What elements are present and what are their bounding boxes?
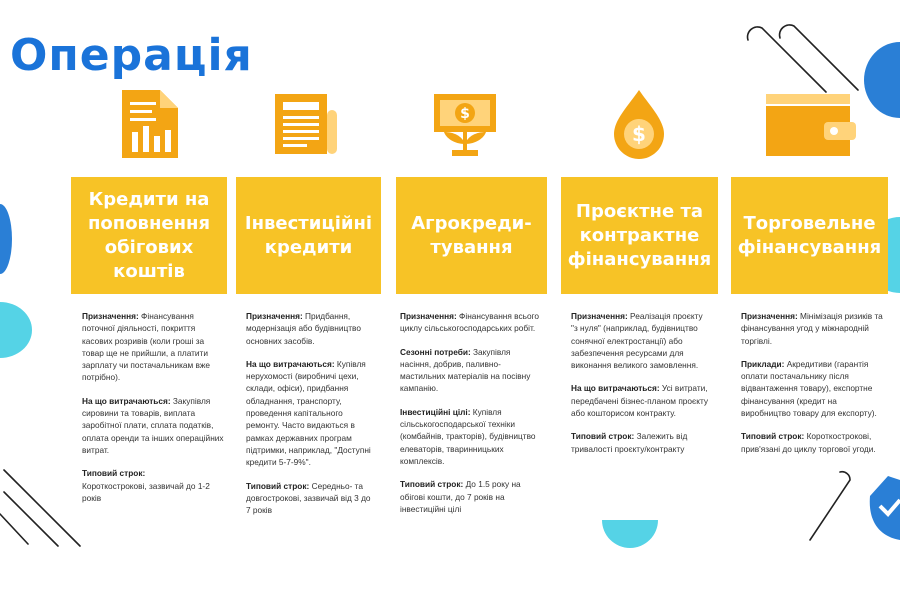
usage-paragraph: На що витрачаються: Купівля нерухомості (виробничі цехи, склади, офіси), придбання обладнання, транспорту, проведення капітального ремонту. Часто видаються в рамках державних програм підтримки, наприклад, "Доступні кредити 5-7-9%". xyxy=(246,358,371,468)
column-investment-credits-text xyxy=(246,310,372,527)
term-paragraph: Типовий строк: Короткострокові, зазвичай до 1-2 років xyxy=(82,468,210,503)
money-plant-icon xyxy=(430,88,500,160)
banner-line: контрактне xyxy=(579,224,700,246)
seasonal-paragraph: Сезонні потреби: Закупівля насіння, добрив, паливно-мастильних матеріалів на посівну кампанію. xyxy=(400,346,531,394)
usage-paragraph: На що витрачаються: Усі витрати, передбачені бізнес-планом проєкту або кошторисом контракту. xyxy=(571,383,709,419)
wallet-icon xyxy=(762,88,860,160)
investment-goals-paragraph: Інвестиційні цілі: Купівля сільськогосподарської техніки (комбайнів, тракторів), будівництво елеваторів, тваринницьких комплексів. xyxy=(400,406,536,466)
banner-line: кредити xyxy=(264,236,353,258)
term-paragraph: Типовий строк: Середньо- та довгострокові, зазвичай від 3 до 7 років xyxy=(246,480,371,516)
purpose-paragraph: Призначення: Фінансування поточної діяльності, покриття касових розривів (коли гроші за товар ще не прийшли, а платити зарплату чи постачальникам вже потрібно). xyxy=(82,311,211,383)
banner-line: Кредити на xyxy=(88,188,210,210)
purpose-paragraph: Призначення: Фінансування всього циклу сільськогосподарських робіт. xyxy=(400,311,540,334)
banner-project-financing xyxy=(561,177,718,294)
banner-trade-financing xyxy=(731,177,888,294)
svg-text:$: $ xyxy=(460,106,470,122)
term-paragraph: Типовий строк: Короткострокові, прив'язані до циклу торгової угоди. xyxy=(741,431,876,454)
deco-blue-half-circle-left-icon xyxy=(0,204,12,274)
dollar-drop-icon xyxy=(604,88,674,160)
banner-line: Агрокреди- xyxy=(411,212,532,234)
purpose-paragraph: Призначення: Мінімізація ризиків та фінансування угод у міжнародній торгівлі. xyxy=(741,311,883,346)
svg-text:$: $ xyxy=(632,122,646,146)
term-paragraph: Типовий строк: До 1.5 року на обігові кошти, до 7 років на інвестиційні цілі xyxy=(400,479,521,514)
banner-investment-credits xyxy=(236,177,381,294)
deco-cyan-half-circle-left-icon xyxy=(0,300,40,360)
banner-line: коштів xyxy=(113,260,185,282)
term-paragraph: Типовий строк: Залежить від тривалості проєкту/контракту xyxy=(571,431,688,454)
banner-line: Інвестиційні xyxy=(244,212,373,234)
deco-cyan-quarter-circle-bottom-icon xyxy=(600,520,660,560)
column-trade-financing-text xyxy=(741,310,883,466)
banner-line: тування xyxy=(430,236,513,258)
examples-paragraph: Приклади: Акредитиви (гарантія оплати постачальнику після відвантаження товару), експортне фінансування (кредит на виробництво товару для експорту). xyxy=(741,358,877,419)
banner-working-capital xyxy=(71,177,227,294)
banner-line: фінансування xyxy=(567,248,712,270)
deco-rounded-lines-bottom-right-icon xyxy=(800,470,880,550)
banner-line: обігових xyxy=(104,236,194,258)
banner-line: поповнення xyxy=(87,212,211,234)
column-working-capital-text xyxy=(82,310,224,515)
column-project-financing-text xyxy=(571,310,711,466)
column-agro-lending-text xyxy=(400,310,542,526)
purpose-paragraph: Призначення: Реалізація проєкту "з нуля" (наприклад, будівництво сонячної електростанції) або забезпечення ресурсами для виконання великого замовлення. xyxy=(571,311,703,371)
banner-line: Торговельне xyxy=(743,212,876,234)
deco-blue-half-circle-right-icon xyxy=(862,40,900,120)
page-title: Операція xyxy=(10,30,253,81)
newspaper-icon xyxy=(271,88,341,160)
banner-agro-lending xyxy=(396,177,547,294)
banner-line: Проєктне та xyxy=(575,200,704,222)
usage-paragraph: На що витрачаються: Закупівля сировини та товарів, виплата заробітної плати, сплата податків, оплата оренди та інших операційних витрат. xyxy=(82,395,224,455)
banner-line: фінансування xyxy=(737,236,882,258)
purpose-paragraph: Призначення: Придбання, модернізація або будівництво основних засобів. xyxy=(246,311,361,346)
document-chart-icon xyxy=(116,88,186,160)
